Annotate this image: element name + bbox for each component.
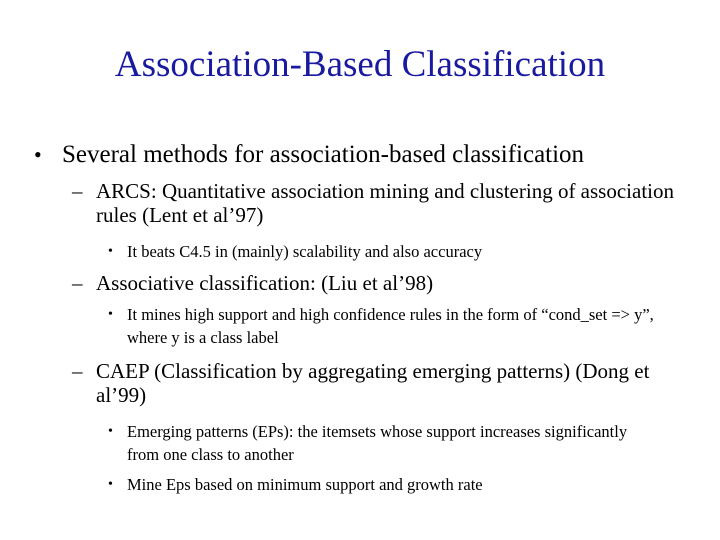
bullet-level3-c45 xyxy=(108,240,657,263)
bullet-text: CAEP (Classification by aggregating emerging patterns) (Dong et al’99) xyxy=(96,359,650,407)
bullet-marker: • xyxy=(108,477,113,492)
bullet-marker: • xyxy=(34,142,42,167)
dash-marker: – xyxy=(72,271,83,295)
bullet-marker: • xyxy=(108,424,113,439)
slide-title: Association-Based Classification xyxy=(114,44,606,85)
bullet-text: Several methods for association-based classification xyxy=(62,141,585,168)
bullet-text: It mines high support and high confidence rules in the form of “cond_set => y”, where y is a class label xyxy=(127,305,654,347)
bullet-text: Emerging patterns (EPs): the itemsets whose support increases significantly from one class to another xyxy=(127,422,628,464)
bullet-text: ARCS: Quantitative association mining and clustering of association rules (Lent et al’97) xyxy=(96,179,674,227)
bullet-level3-mine-eps xyxy=(108,473,657,496)
dash-marker: – xyxy=(72,359,83,383)
bullet-level3-rules xyxy=(108,303,657,349)
bullet-marker: • xyxy=(108,307,113,322)
bullet-text: Mine Eps based on minimum support and growth rate xyxy=(127,475,483,494)
bullet-text: It beats C4.5 in (mainly) scalability and also accuracy xyxy=(127,242,483,261)
bullet-level3-emerging xyxy=(108,420,657,466)
bullet-level2-caep xyxy=(72,359,676,407)
dash-marker: – xyxy=(72,179,83,203)
bullet-text: Associative classification: (Liu et al’98) xyxy=(96,271,434,295)
bullet-level2-associative xyxy=(72,271,676,295)
bullet-marker: • xyxy=(108,244,113,259)
bullet-level1-methods xyxy=(34,140,702,169)
bullet-level2-arcs xyxy=(72,179,676,227)
